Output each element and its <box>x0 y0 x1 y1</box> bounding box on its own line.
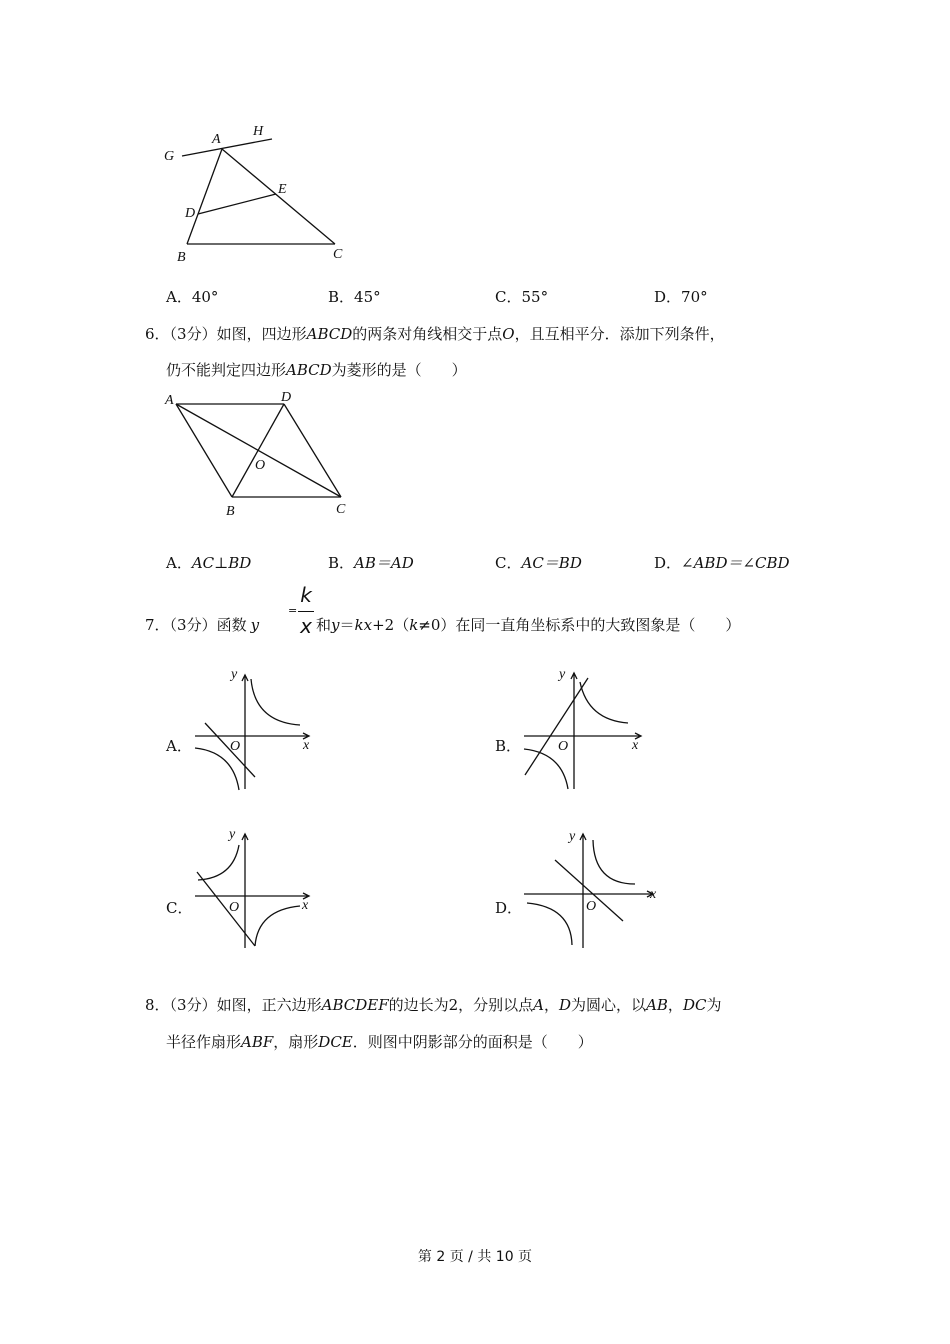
q7b-o-label: O <box>558 739 569 754</box>
q8-line1: 8．（3分）如图，正六边形ABCDEF的边长为2，分别以点A，D为圆心，以AB，DC为 <box>145 996 722 1014</box>
q7a-o-label: O <box>230 739 241 754</box>
q6-line2: 仍不能判定四边形ABCD为菱形的是（ ） <box>166 361 467 379</box>
q5-option-d[interactable]: D．70° <box>654 288 708 306</box>
q5-label-c: C <box>333 247 343 262</box>
q7-option-c[interactable]: C． <box>166 899 193 917</box>
q8-line2: 半径作扇形ABF，扇形DCE．则图中阴影部分的面积是（ ） <box>166 1033 593 1051</box>
q7-stem-rest: 和y＝kx+2（k≠0）在同一直角坐标系中的大致图象是（ ） <box>316 616 741 634</box>
q6-label-c: C <box>336 502 346 517</box>
q5-option-a[interactable]: A．40° <box>166 288 219 306</box>
q5-label-d: D <box>185 206 196 221</box>
q7-frac-denominator: x <box>300 614 312 638</box>
q7-option-a[interactable]: A． <box>166 737 192 755</box>
q7b-x-label: x <box>632 738 639 753</box>
q7c-y-label: y <box>229 827 236 842</box>
q5-label-e: E <box>278 182 287 197</box>
q7d-x-label: x <box>650 887 657 902</box>
q7c-o-label: O <box>229 900 240 915</box>
q5-label-h: H <box>253 124 264 139</box>
q6-label-a: A <box>165 393 174 408</box>
q7a-x-label: x <box>303 738 310 753</box>
q7a-y-label: y <box>231 667 238 682</box>
q7d-o-label: O <box>586 899 597 914</box>
q5-option-b[interactable]: B．45° <box>328 288 381 306</box>
q6-option-c[interactable]: C．AC＝BD <box>495 554 582 572</box>
q5-label-g: G <box>164 149 175 164</box>
q7-frac-numerator: k <box>300 583 312 607</box>
q5-label-b: B <box>177 250 186 265</box>
q7b-y-label: y <box>559 667 566 682</box>
q6-option-d[interactable]: D．∠ABD＝∠CBD <box>654 554 790 572</box>
q7-equals: = <box>288 604 298 617</box>
q7-option-d[interactable]: D． <box>495 899 523 917</box>
q6-option-b[interactable]: B．AB＝AD <box>328 554 414 572</box>
q6-label-b: B <box>226 504 235 519</box>
page-footer: 第 2 页 / 共 10 页 <box>417 1249 533 1265</box>
q5-option-c[interactable]: C．55° <box>495 288 549 306</box>
q6-label-d: D <box>281 390 292 405</box>
q7c-x-label: x <box>302 898 309 913</box>
q6-label-o: O <box>255 458 266 473</box>
q5-label-a: A <box>212 132 221 147</box>
q7d-y-label: y <box>569 829 576 844</box>
q7-option-b[interactable]: B． <box>495 737 522 755</box>
q6-line1: 6．（3分）如图，四边形ABCD的两条对角线相交于点O，且互相平分．添加下列条件， <box>145 325 725 343</box>
q6-option-a[interactable]: A．AC⊥BD <box>166 554 252 572</box>
q7-stem: 7．（3分）函数 y <box>145 616 260 634</box>
